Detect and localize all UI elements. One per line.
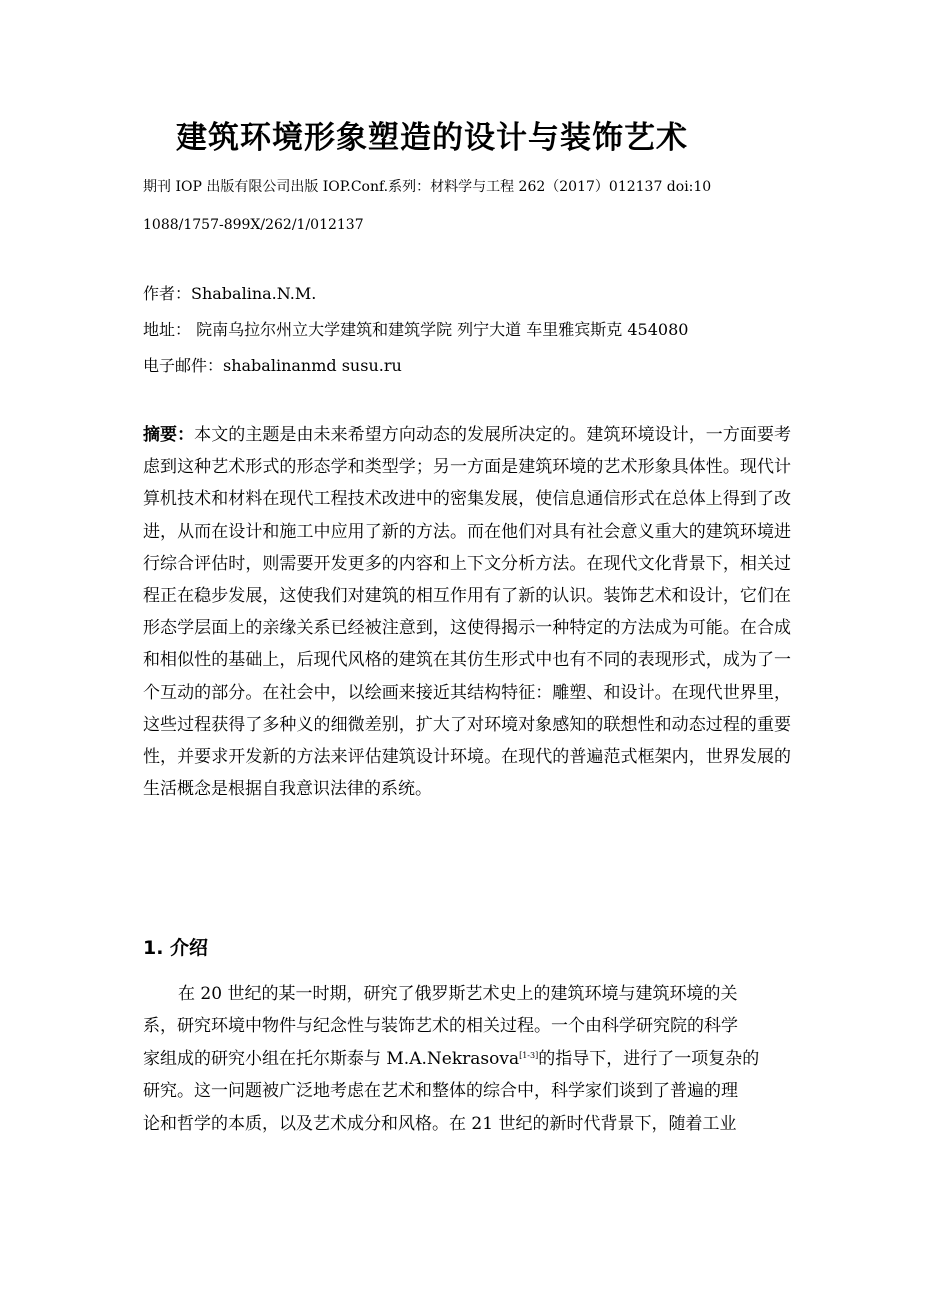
address-line: 地址： 院南乌拉尔州立大学建筑和建筑学院 列宁大道 车里雅宾斯克 454080 (143, 320, 689, 339)
section-heading-introduction: 1. 介绍 (143, 937, 209, 959)
body-line (143, 1043, 791, 1075)
author-meta (143, 276, 793, 384)
citation-reference[interactable]: [1-3] (519, 1050, 539, 1060)
introduction-body (143, 978, 791, 1140)
publication-info-line: 期刊 IOP 出版有限公司出版 IOP.Conf.系列：材料学与工程 262（2017）012137 doi:10 (143, 179, 712, 195)
body-line: 论和哲学的本质，以及艺术成分和风格。在 21 世纪的新时代背景下，随着工业 (143, 1113, 737, 1134)
body-line: 系，研究环境中物件与纪念性与装饰艺术的相关过程。一个由科学研究院的科学 (143, 1016, 738, 1037)
abstract-text: 本文的主题是由未来希望方向动态的发展所决定的。建筑环境设计，一方面要考虑到这种艺术形式的形态学和类型学；另一方面是建筑环境的艺术形象具体性。现代计算机技术和材料在现代工程技术改进中的密集发展，使信息通信形式在总体上得到了改进，从而在设计和施工中应用了新的方法。而在他们对具有社会意义重大的建筑环境进行综合评估时，则需要开发更多的内容和上下文分析方法。在现代文化背景下，相关过程正在稳步发展，这使我们对建筑的相互作用有了新的认识。装饰艺术和设计，它们在形态学层面上的亲缘关系已经被注意到，这使得揭示一种特定的方法成为可能。在合成和相似性的基础上，后现代风格的建筑在其仿生形式中也有不同的表现形式，成为了一个互动的部分。在社会中，以绘画来接近其结构特征：雕塑、和设计。在现代世界里，这些过程获得了多种义的细微差别，扩大了对环境对象感知的联想性和动态过程的重要性，并要求开发新的方法来评估建筑设计环境。在现代的普遍范式框架内，世界发展的生活概念是根据自我意识法律的系统。 (143, 425, 792, 800)
publication-info (143, 168, 793, 244)
publication-info-line: 1088/1757-899X/262/1/012137 (143, 217, 364, 233)
body-line-text: 家组成的研究小组在托尔斯泰与 M.A.Nekrasova (143, 1048, 520, 1069)
abstract-label: 摘要： (143, 425, 195, 445)
body-line-text: 的指导下，进行了一项复杂的 (538, 1048, 760, 1069)
abstract (143, 419, 791, 805)
body-line: 研究。这一问题被广泛地考虑在艺术和整体的综合中，科学家们谈到了普遍的理 (143, 1081, 738, 1102)
email-line: 电子邮件：shabalinanmd susu.ru (143, 356, 402, 375)
author-line: 作者：Shabalina.N.M. (143, 284, 317, 303)
body-line: 在 20 世纪的某一时期，研究了俄罗斯艺术史上的建筑环境与建筑环境的关 (178, 984, 738, 1004)
paper-title: 建筑环境形象塑造的设计与装饰艺术 (176, 120, 688, 156)
